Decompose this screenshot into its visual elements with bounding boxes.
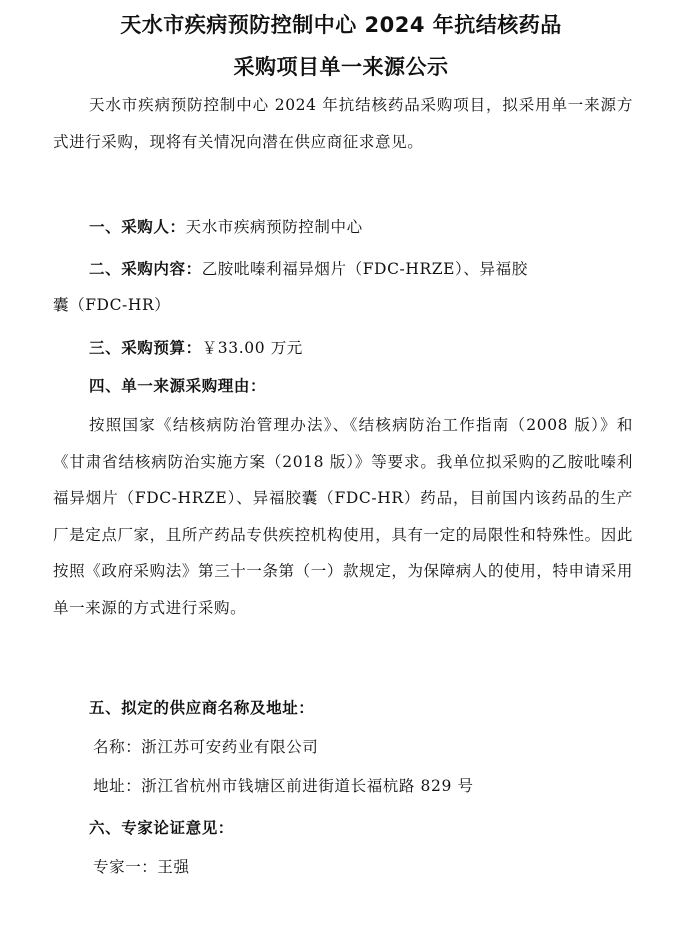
supplier-address: 地址：浙江省杭州市钱塘区前进街道长福杭路 829 号 xyxy=(93,777,474,795)
expert-one: 专家一：王强 xyxy=(93,858,190,876)
document-title-line2: 采购项目单一来源公示 xyxy=(233,55,449,79)
budget-value: ￥33.00 万元 xyxy=(201,339,303,357)
content-value: 乙胺吡嗪利福异烟片（FDC-HRZE）、异福胶 xyxy=(201,260,528,278)
document-title-line1: 天水市疾病预防控制中心 2024 年抗结核药品 xyxy=(120,13,562,37)
purchaser-value: 天水市疾病预防控制中心 xyxy=(185,218,363,236)
budget-line xyxy=(53,330,679,366)
reason-paragraph: 按照国家《结核病防治管理办法》、《结核病防治工作指南（2008 版）》和《甘肃省结核病防治实施方案（2018 版）》等要求。我单位拟采购的乙胺吡嗪利福异烟片（FDC-HRZE）、异福胶囊（FDC-HR）药品，目前国内该药品的生产厂是定点厂家，且所产药品专供疾控机构使用，具有一定的局限性和特殊性。因此按照《政府采购法》第三十一条第（一）款规定，为保障病人的使用，特申请采用单一来源的方式进行采购。 xyxy=(53,416,633,617)
content-line-continued: 囊（FDC-HR） xyxy=(53,296,171,314)
supplier-heading: 五、拟定的供应商名称及地址： xyxy=(89,699,315,717)
intro-paragraph: 天水市疾病预防控制中心 2024 年抗结核药品采购项目，拟采用单一来源方式进行采购，现将有关情况向潜在供应商征求意见。 xyxy=(53,96,633,151)
supplier-name: 名称：浙江苏可安药业有限公司 xyxy=(93,738,319,756)
purchaser-line xyxy=(53,209,679,245)
reason-heading: 四、单一来源采购理由： xyxy=(89,377,267,395)
budget-label: 三、采购预算： xyxy=(89,339,202,357)
content-line xyxy=(53,251,679,287)
purchaser-label: 一、采购人： xyxy=(89,218,186,236)
expert-heading: 六、专家论证意见： xyxy=(89,819,234,837)
content-label: 二、采购内容： xyxy=(89,260,202,278)
